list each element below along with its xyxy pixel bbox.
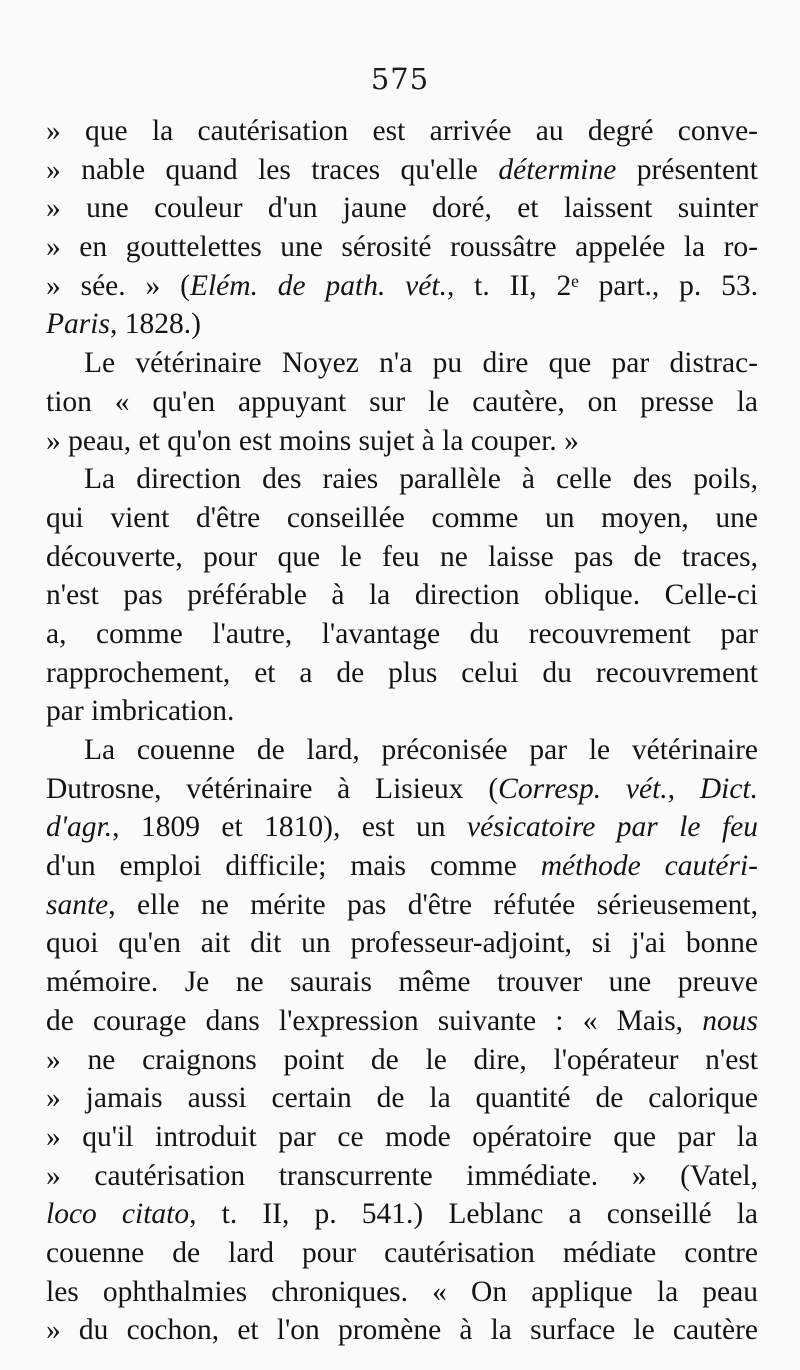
italic-text: Elém. de path. vét.: [189, 269, 447, 302]
italic-text: détermine: [498, 153, 617, 186]
text-line: [46, 654, 758, 693]
text-segment: d'un emploi difficile; mais comme: [46, 850, 541, 883]
text-segment: Dutrosne, vétérinaire à Lisieux (: [46, 772, 499, 805]
text-segment: quoi qu'en ait dit un professeur-adjoint, si j'ai bonne: [46, 927, 758, 960]
text-segment: » une couleur d'un jaune doré, et laissent suinter: [46, 192, 758, 225]
text-segment: » sée. » (: [46, 269, 190, 302]
text-segment: » qu'il introduit par ce mode opératoire que par la: [46, 1120, 758, 1153]
text-segment: , elle ne mérite pas d'être réfutée sérieusement,: [108, 888, 758, 921]
text-line: [46, 499, 758, 538]
text-segment: » nable quand les traces qu'elle: [46, 153, 499, 186]
italic-text: sante: [46, 888, 109, 921]
text-segment: rapprochement, et a de plus celui du recouvrement: [46, 656, 758, 689]
text-segment: de courage dans l'expression suivante : « Mais,: [46, 1004, 703, 1037]
text-line: [46, 228, 758, 267]
text-line: [46, 886, 758, 925]
text-segment: » cautérisation transcurrente immédiate. » (Vatel,: [46, 1159, 758, 1192]
text-line: [46, 1002, 758, 1041]
text-line: [46, 305, 758, 344]
text-line: [46, 460, 758, 499]
text-segment: » du cochon, et l'on promène à la surface le cautère: [46, 1314, 758, 1347]
text-line: [46, 731, 758, 770]
text-line: [46, 1079, 758, 1118]
text-line: [46, 692, 758, 731]
italic-text: vésicatoire par le feu: [467, 811, 758, 844]
italic-text: Corresp. vét., Dict.: [498, 772, 758, 805]
text-line: [46, 1118, 758, 1157]
text-segment: qui vient d'être conseillée comme un moyen, une: [46, 501, 758, 534]
text-line: [46, 1311, 758, 1350]
text-line: [46, 847, 758, 886]
text-segment: » jamais aussi certain de la quantité de calorique: [46, 1082, 758, 1115]
text-segment: » peau, et qu'on est moins sujet à la couper. »: [46, 424, 579, 457]
text-line: [46, 1041, 758, 1080]
text-segment: La couenne de lard, préconisée par le vétérinaire: [84, 734, 758, 766]
text-segment: Le vétérinaire Noyez n'a pu dire que par distrac-: [84, 347, 758, 380]
text-line: [46, 383, 758, 422]
italic-text: nous: [702, 1004, 758, 1037]
italic-text: méthode cautéri-: [540, 850, 759, 883]
text-line: [46, 924, 758, 963]
text-segment: couenne de lard pour cautérisation médiate contre: [46, 1236, 758, 1269]
text-line: [46, 1157, 758, 1196]
text-line: [46, 422, 758, 461]
text-segment: » ne craignons point de le dire, l'opérateur n'est: [46, 1043, 758, 1076]
text-segment: mémoire. Je ne saurais même trouver une preuve: [46, 966, 758, 999]
text-segment: par imbrication.: [46, 695, 235, 728]
text-segment: » que la cautérisation est arrivée au degré conve-: [46, 115, 758, 147]
text-segment: découverte, pour que le feu ne laisse pas de traces,: [46, 540, 758, 573]
text-line: [46, 189, 758, 228]
text-line: [46, 770, 758, 809]
text-segment: les ophthalmies chroniques. « On applique la peau: [46, 1275, 758, 1308]
italic-text: Paris: [46, 308, 110, 341]
text-line: [46, 808, 758, 847]
italic-text: loco citato: [46, 1198, 190, 1231]
text-segment: présentent: [616, 153, 759, 186]
text-line: [46, 538, 758, 577]
text-segment: , t. II, p. 541.) Leblanc a conseillé la: [189, 1198, 758, 1231]
page-number: 575: [370, 62, 430, 96]
text-line: [46, 112, 758, 151]
text-line: [46, 576, 758, 615]
text-segment: n'est pas préférable à la direction oblique. Celle-ci: [46, 579, 758, 612]
text-segment: , 1809 et 1810), est un: [112, 811, 467, 844]
text-segment: a, comme l'autre, l'avantage du recouvrement par: [46, 617, 758, 650]
italic-text: d'agr.: [46, 811, 113, 844]
text-line: [46, 1234, 758, 1273]
text-line: [46, 344, 758, 383]
text-line: [46, 615, 758, 654]
text-segment: tion « qu'en appuyant sur le cautère, on presse la: [46, 385, 758, 418]
text-line: [46, 1195, 758, 1234]
text-segment: , t. II, 2ᵉ part., p. 53.: [446, 269, 758, 302]
body-text: [46, 112, 758, 1350]
text-line: [46, 1273, 758, 1312]
text-segment: La direction des raies parallèle à celle des poils,: [84, 463, 758, 496]
text-segment: , 1828.): [109, 308, 201, 341]
text-line: [46, 963, 758, 1002]
text-line: [46, 267, 758, 306]
text-line: [46, 151, 758, 190]
text-segment: » en gouttelettes une sérosité roussâtre appelée la ro-: [46, 231, 758, 264]
